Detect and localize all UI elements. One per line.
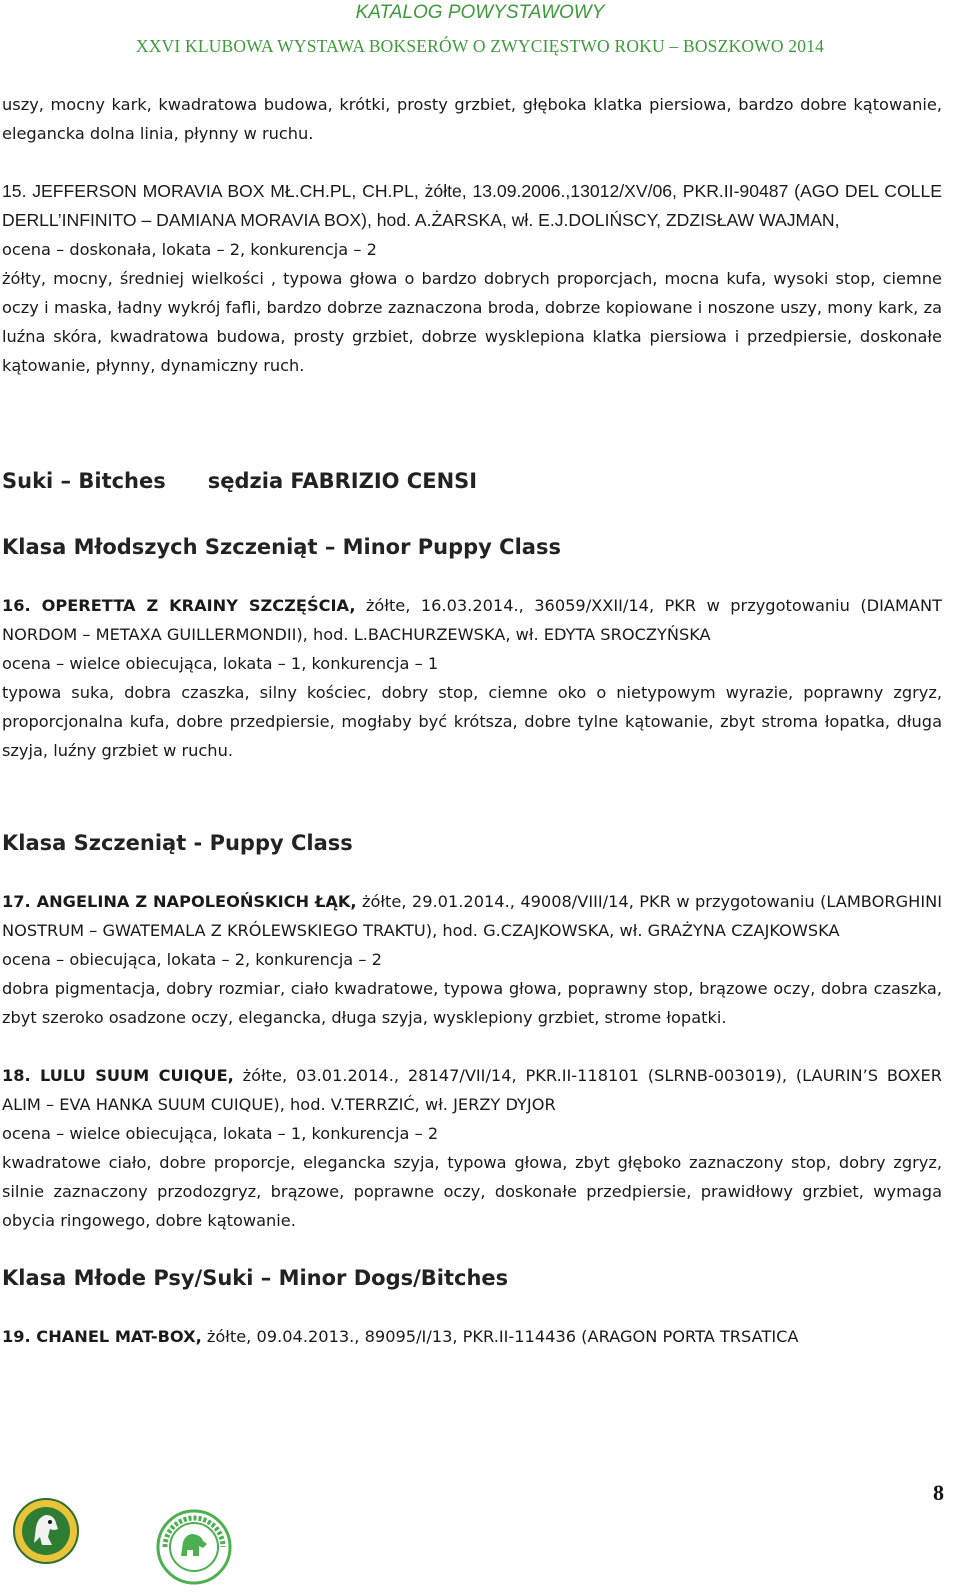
entry-15-rating: ocena – doskonała, lokata – 2, konkurencja – 2 — [2, 240, 377, 259]
intro-paragraph: uszy, mocny kark, kwadratowa budowa, krótki, prosty grzbiet, głęboka klatka piersiowa, bardzo dobre kątowanie, elegancka dolna linia, płynny w ruchu. — [2, 95, 942, 143]
entry-17-rating: ocena – obiecująca, lokata – 2, konkurencja – 2 — [2, 950, 382, 969]
entry-18-name: 18. LULU SUUM CUIQUE, — [2, 1066, 234, 1085]
entry-16-name: 16. OPERETTA Z KRAINY SZCZĘŚCIA, — [2, 596, 356, 615]
show-subtitle: XXVI KLUBOWA WYSTAWA BOKSERÓW O ZWYCIĘSTWO ROKU – BOSZKOWO 2014 — [135, 36, 825, 56]
bitches-label: Suki – Bitches — [2, 469, 166, 493]
entry-16-rating: ocena – wielce obiecująca, lokata – 1, konkurencja – 1 — [2, 654, 439, 673]
entry-16-header — [2, 591, 942, 649]
entry-18-details: żółte, 03.01.2014., 28147/VII/14, PKR.II-118101 (SLRNB-003019), (LAURIN’S BOXER ALIM – EVA HANKA SUUM CUIQUE), hod. V.TERRZIĆ, wł. JERZY DYJOR — [2, 1066, 943, 1114]
puppy-class-heading: Klasa Szczeniąt - Puppy Class — [2, 831, 353, 855]
entry-16-description: typowa suka, dobra czaszka, silny kościec, dobry stop, ciemne oko o nietypowym wyrazie, poprawny zgryz, proporcjonalna kufa, dobre przedpiersie, mogłaby być krótsza, dobre tylne kątowanie, zbyt stroma łopatka, długa szyja, luźny grzbiet w ruchu. — [2, 683, 942, 760]
catalog-title: KATALOG POWYSTAWOWY — [355, 2, 605, 23]
entry-19-details: żółte, 09.04.2013., 89095/I/13, PKR.II-114436 (ARAGON PORTA TRSATICA — [201, 1327, 799, 1346]
boxer-club-logo-icon — [12, 1497, 80, 1565]
document-body — [2, 90, 942, 1351]
judge-name: sędzia FABRIZIO CENSI — [207, 469, 478, 493]
entry-19-name: 19. CHANEL MAT-BOX, — [2, 1327, 202, 1346]
entry-17-name: 17. ANGELINA Z NAPOLEOŃSKICH ŁĄK, — [2, 892, 357, 911]
entry-16-details: żółte, 16.03.2014., 36059/XXII/14, PKR w przygotowaniu (DIAMANT NORDOM – METAXA GUILLERMONDII), hod. L.BACHURZEWSKA, wł. EDYTA SROCZYŃSKA — [2, 596, 942, 644]
entry-15-line: 15. JEFFERSON MORAVIA BOX MŁ.CH.PL, CH.PL, żółte, 13.09.2006.,13012/XV/06, PKR.II-90487 (AGO DEL COLLE DERLL’INFINITO – DAMIANA MORAVIA BOX), hod. A.ŻARSKA, wł. E.J.DOLIŃSCY, ZDZISŁAW WAJMAN, — [2, 181, 942, 230]
entry-17-header — [2, 887, 942, 945]
entry-18-rating: ocena – wielce obiecująca, lokata – 1, konkurencja – 2 — [2, 1124, 439, 1143]
zkwp-logo-icon — [155, 1508, 233, 1586]
entry-15-description: żółty, mocny, średniej wielkości , typowa głowa o bardzo dobrych proporcjach, mocna kufa, wysoki stop, ciemne oczy i maska, ładny wykrój fafli, bardzo dobrze zaznaczona broda, dobrze kopiowane i noszone uszy, mony kark, za luźna skóra, kwadratowa budowa, prosty grzbiet, dobrze wysklepiona klatka piersiowa i przedpiersie, doskonałe kątowanie, płynny, dynamiczny ruch. — [2, 269, 942, 375]
entry-17-description: dobra pigmentacja, dobry rozmiar, ciało kwadratowe, typowa głowa, poprawny stop, brązowe oczy, dobra czaszka, zbyt szeroko osadzone oczy, elegancka, długa szyja, wysklepiony grzbiet, strome łopatki. — [2, 979, 942, 1027]
entry-19-header — [2, 1322, 942, 1351]
entry-17-details: żółte, 29.01.2014., 49008/VIII/14, PKR w przygotowaniu (LAMBORGHINI NOSTRUM – GWATEMALA Z KRÓLEWSKIEGO TRAKTU), hod. G.CZAJKOWSKA, wł. GRAŻYNA CZAJKOWSKA — [2, 892, 942, 940]
minor-class-heading: Klasa Młode Psy/Suki – Minor Dogs/Bitches — [2, 1266, 509, 1290]
entry-18-header — [2, 1061, 942, 1119]
page-number: 8 — [933, 1480, 944, 1505]
bitches-heading — [2, 467, 942, 496]
minor-puppy-class-heading: Klasa Młodszych Szczeniąt – Minor Puppy Class — [2, 535, 561, 559]
entry-18-description: kwadratowe ciało, dobre proporcje, elegancka szyja, typowa głowa, zbyt głęboko zaznaczony stop, dobry zgryz, silnie zaznaczony przodozgryz, brązowe, poprawne oczy, doskonałe przedpiersie, prawidłowy grzbiet, wymaga obycia ringowego, dobre kątowanie. — [2, 1153, 942, 1230]
